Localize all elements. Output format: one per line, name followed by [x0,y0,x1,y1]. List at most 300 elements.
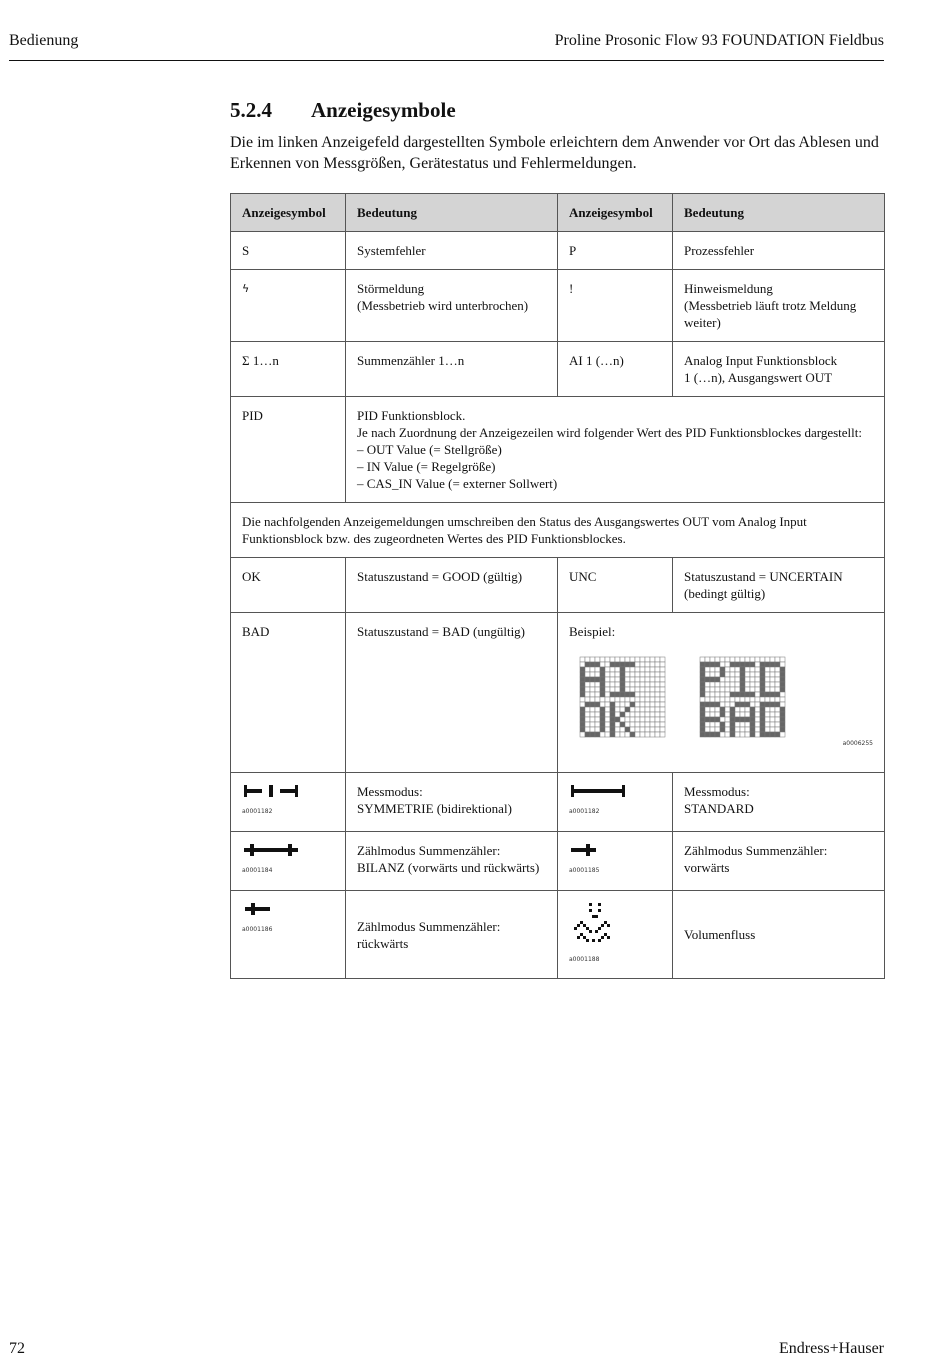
display-pixel-off [770,697,775,702]
display-pixel-off [745,667,750,672]
display-pixel-off [735,727,740,732]
display-pixel-off [765,657,770,662]
display-pixel-off [640,672,645,677]
display-pixel-off [640,732,645,737]
header-cell: Anzeigesymbol [231,194,346,232]
display-pixel-on [735,662,740,667]
display-pixel-off [710,682,715,687]
display-pixel-off [780,662,785,667]
display-pixel-off [605,727,610,732]
display-pixel-off [635,707,640,712]
display-pixel-on [735,717,740,722]
display-pixel-off [655,692,660,697]
display-pixel-on [590,702,595,707]
display-pixel-on [765,732,770,737]
meaning-title: Störmeldung [357,281,425,296]
meaning-cell: Volumenfluss [673,891,885,979]
display-pixel-off [765,707,770,712]
display-pixel-off [735,707,740,712]
display-pixel-on [610,722,615,727]
meaning-cell: Summenzähler 1…n [346,342,558,397]
table-row [231,397,885,503]
display-pixel-off [765,722,770,727]
display-pixel-on [745,702,750,707]
icon-cell [558,773,673,832]
display-pixel-on [615,717,620,722]
display-pixel-off [735,657,740,662]
display-pixel-off [655,657,660,662]
display-pixel-off [630,677,635,682]
meaning-detail: 1 (…n), Ausgangswert OUT [684,370,833,385]
display-pixel-off [715,672,720,677]
display-pixel-off [635,687,640,692]
display-pixel-off [615,732,620,737]
display-pixel-off [655,712,660,717]
display-pixel-off [655,717,660,722]
display-pixel-off [595,707,600,712]
symbol-cell: BAD [231,613,346,773]
display-pixel-off [605,682,610,687]
display-pixel-on [750,732,755,737]
display-pixel-on [600,712,605,717]
display-pixel-on [720,712,725,717]
display-pixel-on [610,717,615,722]
display-pixel-off [610,682,615,687]
display-pixel-on [740,692,745,697]
display-pixel-off [775,672,780,677]
display-pixel-on [620,667,625,672]
meaning-cell: Prozessfehler [673,232,885,270]
display-pixel-off [735,712,740,717]
display-pixel-off [645,672,650,677]
display-pixel-on [625,727,630,732]
display-pixel-off [720,717,725,722]
display-pixel-off [625,682,630,687]
display-pixel-on [775,692,780,697]
display-pixel-off [715,722,720,727]
display-pixel-on [770,732,775,737]
meaning-detail: SYMMETRIE (bidirektional) [357,801,512,816]
display-pixel-off [705,712,710,717]
display-pixel-off [775,722,780,727]
display-pixel-off [765,712,770,717]
display-pixel-on [705,732,710,737]
display-pixel-on [780,672,785,677]
display-pixel-on [750,717,755,722]
display-pixel-off [640,702,645,707]
display-pixel-on [610,662,615,667]
display-pixel-off [775,717,780,722]
display-pixel-off [770,657,775,662]
display-pixel-off [605,707,610,712]
display-pixel-off [725,672,730,677]
display-pixel-on [600,672,605,677]
display-pixel-off [580,657,585,662]
display-pixel-off [765,682,770,687]
display-pixel-off [770,672,775,677]
display-pixel-off [595,692,600,697]
display-pixel-off [640,667,645,672]
display-pixel-off [735,687,740,692]
display-pixel-off [620,702,625,707]
display-pixel-off [615,667,620,672]
display-pixel-off [750,672,755,677]
display-pixel-on [745,662,750,667]
display-pixel-on [700,687,705,692]
display-pixel-on [625,707,630,712]
display-pixel-off [640,727,645,732]
display-pixel-off [605,712,610,717]
display-pixel-on [720,707,725,712]
display-pixel-off [645,662,650,667]
figure-code: a0001182 [242,808,273,815]
display-pixel-off [730,657,735,662]
display-pixel-off [645,697,650,702]
display-pixel-off [640,692,645,697]
display-pixel-off [755,727,760,732]
display-pixel-off [770,727,775,732]
display-pixel-off [745,677,750,682]
display-pixel-off [585,672,590,677]
display-pixel-off [710,707,715,712]
display-pixel-off [660,677,665,682]
display-pixel-off [755,717,760,722]
display-pixel-on [620,712,625,717]
display-pixel-on [630,702,635,707]
display-pixel-on [765,662,770,667]
display-pixel-on [760,732,765,737]
display-pixel-off [750,677,755,682]
display-pixel-off [615,677,620,682]
display-pixel-off [715,707,720,712]
display-pixel-off [615,722,620,727]
table-row [231,773,885,832]
display-pixel-off [650,712,655,717]
display-pixel-on [705,662,710,667]
meaning-cell: Statuszustand = GOOD (gültig) [346,558,558,613]
display-pixel-off [655,727,660,732]
display-pixel-off [745,682,750,687]
display-pixel-off [650,727,655,732]
display-pixel-off [745,732,750,737]
display-pixel-on [780,687,785,692]
display-pixel-off [615,702,620,707]
display-pixel-on [600,682,605,687]
display-pixel-on [700,712,705,717]
display-pixel-off [705,667,710,672]
display-pixel-off [730,702,735,707]
display-pixel-off [770,712,775,717]
display-pixel-off [655,707,660,712]
display-pixel-off [725,677,730,682]
display-pixel-off [615,707,620,712]
display-pixel-on [600,727,605,732]
display-pixel-off [710,692,715,697]
display-pixel-off [725,732,730,737]
display-pixel-on [700,732,705,737]
display-pixel-off [720,662,725,667]
figure-code: a0001185 [569,867,600,874]
display-pixel-on [585,732,590,737]
display-pixel-on [730,722,735,727]
display-pixel-off [760,657,765,662]
display-pixel-off [640,717,645,722]
display-pixel-on [760,727,765,732]
figure-code: a0001184 [242,867,273,874]
display-pixel-off [590,717,595,722]
display-pixel-on [700,672,705,677]
display-pixel-on [730,727,735,732]
display-pixel-on [580,727,585,732]
display-pixel-off [630,657,635,662]
display-pixel-off [620,697,625,702]
display-pixel-on [740,687,745,692]
display-pixel-off [650,682,655,687]
pid-line: – OUT Value (= Stellgröße) [357,442,502,457]
display-pixel-off [705,672,710,677]
display-pixel-off [645,667,650,672]
display-pixel-off [605,667,610,672]
display-pixel-on [750,692,755,697]
dot-matrix-display-ai1-ok [579,656,669,746]
display-pixel-off [755,707,760,712]
display-pixel-off [590,697,595,702]
display-pixel-off [645,657,650,662]
display-pixel-off [625,717,630,722]
table-row [231,270,885,342]
display-pixel-off [775,657,780,662]
display-pixel-off [640,677,645,682]
display-pixel-off [765,667,770,672]
symbol-cell: OK [231,558,346,613]
display-pixel-on [610,702,615,707]
display-pixel-off [775,707,780,712]
display-pixel-off [630,712,635,717]
display-pixel-off [595,682,600,687]
display-pixel-off [755,692,760,697]
display-pixel-on [710,677,715,682]
balance-count-icon [242,842,302,858]
display-pixel-on [595,702,600,707]
display-pixel-on [715,732,720,737]
display-pixel-off [590,667,595,672]
display-pixel-off [600,657,605,662]
icon-cell [231,832,346,891]
display-pixel-on [740,662,745,667]
display-pixel-off [585,722,590,727]
display-pixel-off [660,667,665,672]
display-pixel-off [615,727,620,732]
display-pixel-off [735,722,740,727]
display-pixel-off [705,687,710,692]
meaning-cell [673,342,885,397]
display-pixel-off [645,682,650,687]
display-pixel-off [625,672,630,677]
display-pixel-on [760,672,765,677]
meaning-cell [346,773,558,832]
display-pixel-off [715,687,720,692]
display-pixel-off [655,667,660,672]
display-pixel-off [590,707,595,712]
display-pixel-on [705,717,710,722]
display-pixel-on [610,712,615,717]
display-pixel-off [630,667,635,672]
display-pixel-on [700,692,705,697]
page-number: 72 [9,1340,25,1357]
display-pixel-off [650,732,655,737]
display-pixel-on [740,677,745,682]
symmetry-mode-icon [242,783,302,799]
meaning-title: Messmodus: [684,784,750,799]
display-pixel-on [630,732,635,737]
table-row [231,891,885,979]
display-pixel-on [580,707,585,712]
display-pixel-off [725,682,730,687]
display-pixel-off [635,672,640,677]
icon-cell [231,773,346,832]
meaning-title: Statuszustand = UNCERTAIN [684,569,843,584]
display-pixel-on [710,662,715,667]
display-pixel-off [590,692,595,697]
display-pixel-on [700,717,705,722]
display-pixel-on [735,702,740,707]
display-pixel-on [715,717,720,722]
display-pixel-off [750,682,755,687]
display-pixel-off [705,707,710,712]
display-pixel-off [635,732,640,737]
display-pixel-on [700,682,705,687]
display-pixel-off [595,717,600,722]
display-pixel-on [590,677,595,682]
display-pixel-off [745,712,750,717]
display-pixel-on [730,717,735,722]
display-pixel-on [720,727,725,732]
footer-brand: Endress+Hauser [779,1340,884,1357]
display-pixel-off [590,672,595,677]
display-pixel-off [740,697,745,702]
display-pixel-on [620,692,625,697]
display-pixel-off [645,727,650,732]
display-pixel-off [595,687,600,692]
display-pixel-off [635,682,640,687]
display-pixel-on [600,707,605,712]
display-pixel-off [765,727,770,732]
display-pixel-off [740,727,745,732]
display-pixel-on [585,677,590,682]
display-pixel-off [620,657,625,662]
display-pixel-off [640,697,645,702]
display-pixel-off [740,712,745,717]
display-pixel-off [655,732,660,737]
table-row [231,503,885,558]
display-pixel-on [580,672,585,677]
display-pixel-on [590,732,595,737]
display-pixel-off [605,722,610,727]
display-pixel-off [755,712,760,717]
display-pixel-off [630,682,635,687]
display-pixel-off [770,717,775,722]
display-pixel-on [740,682,745,687]
display-pixel-on [700,702,705,707]
display-pixel-on [620,722,625,727]
display-pixel-on [585,662,590,667]
display-pixel-on [620,672,625,677]
display-pixel-off [730,677,735,682]
meaning-detail: (Messbetrieb läuft trotz Meldung weiter) [684,298,857,330]
display-pixel-off [715,667,720,672]
display-pixel-off [625,712,630,717]
display-pixel-off [615,712,620,717]
display-pixel-on [720,667,725,672]
meaning-title: Zählmodus Summenzähler: [357,918,501,934]
display-pixel-on [610,707,615,712]
display-pixel-off [650,702,655,707]
display-pixel-off [780,657,785,662]
display-pixel-off [615,682,620,687]
display-pixel-off [600,702,605,707]
display-pixel-off [720,697,725,702]
display-pixel-on [600,687,605,692]
display-pixel-off [730,667,735,672]
display-pixel-off [605,692,610,697]
display-pixel-on [780,712,785,717]
symbol-cell: PID [231,397,346,503]
display-pixel-on [770,662,775,667]
display-pixel-off [660,682,665,687]
display-pixel-off [745,727,750,732]
display-pixel-off [625,667,630,672]
meaning-detail: (bedingt gültig) [684,586,766,601]
display-pixel-on [750,722,755,727]
display-pixel-off [715,697,720,702]
display-pixel-off [605,672,610,677]
display-pixel-off [755,702,760,707]
display-pixel-off [650,707,655,712]
display-pixel-off [580,702,585,707]
symbol-cell: AI 1 (…n) [558,342,673,397]
display-pixel-off [725,712,730,717]
display-pixel-off [755,657,760,662]
display-pixel-on [740,667,745,672]
display-pixel-on [625,692,630,697]
display-pixel-off [770,677,775,682]
display-pixel-off [610,667,615,672]
display-pixel-on [750,712,755,717]
meaning-title: Zählmodus Summenzähler: [357,843,501,858]
table-row [231,342,885,397]
display-pixel-off [595,697,600,702]
display-pixel-on [760,667,765,672]
display-pixel-off [640,722,645,727]
forward-count-icon [569,842,599,858]
display-pixel-on [765,702,770,707]
display-pixel-off [640,687,645,692]
symbol-cell: ! [558,270,673,342]
display-pixel-off [720,702,725,707]
display-pixel-off [730,697,735,702]
meaning-title: Hinweismeldung [684,281,773,296]
display-pixel-off [755,722,760,727]
display-pixel-off [595,712,600,717]
display-pixel-off [655,702,660,707]
display-pixel-off [660,702,665,707]
meaning-detail: vorwärts [684,860,730,875]
display-pixel-on [760,687,765,692]
display-pixel-on [590,662,595,667]
display-pixel-off [725,707,730,712]
display-pixel-off [770,707,775,712]
display-pixel-off [775,667,780,672]
